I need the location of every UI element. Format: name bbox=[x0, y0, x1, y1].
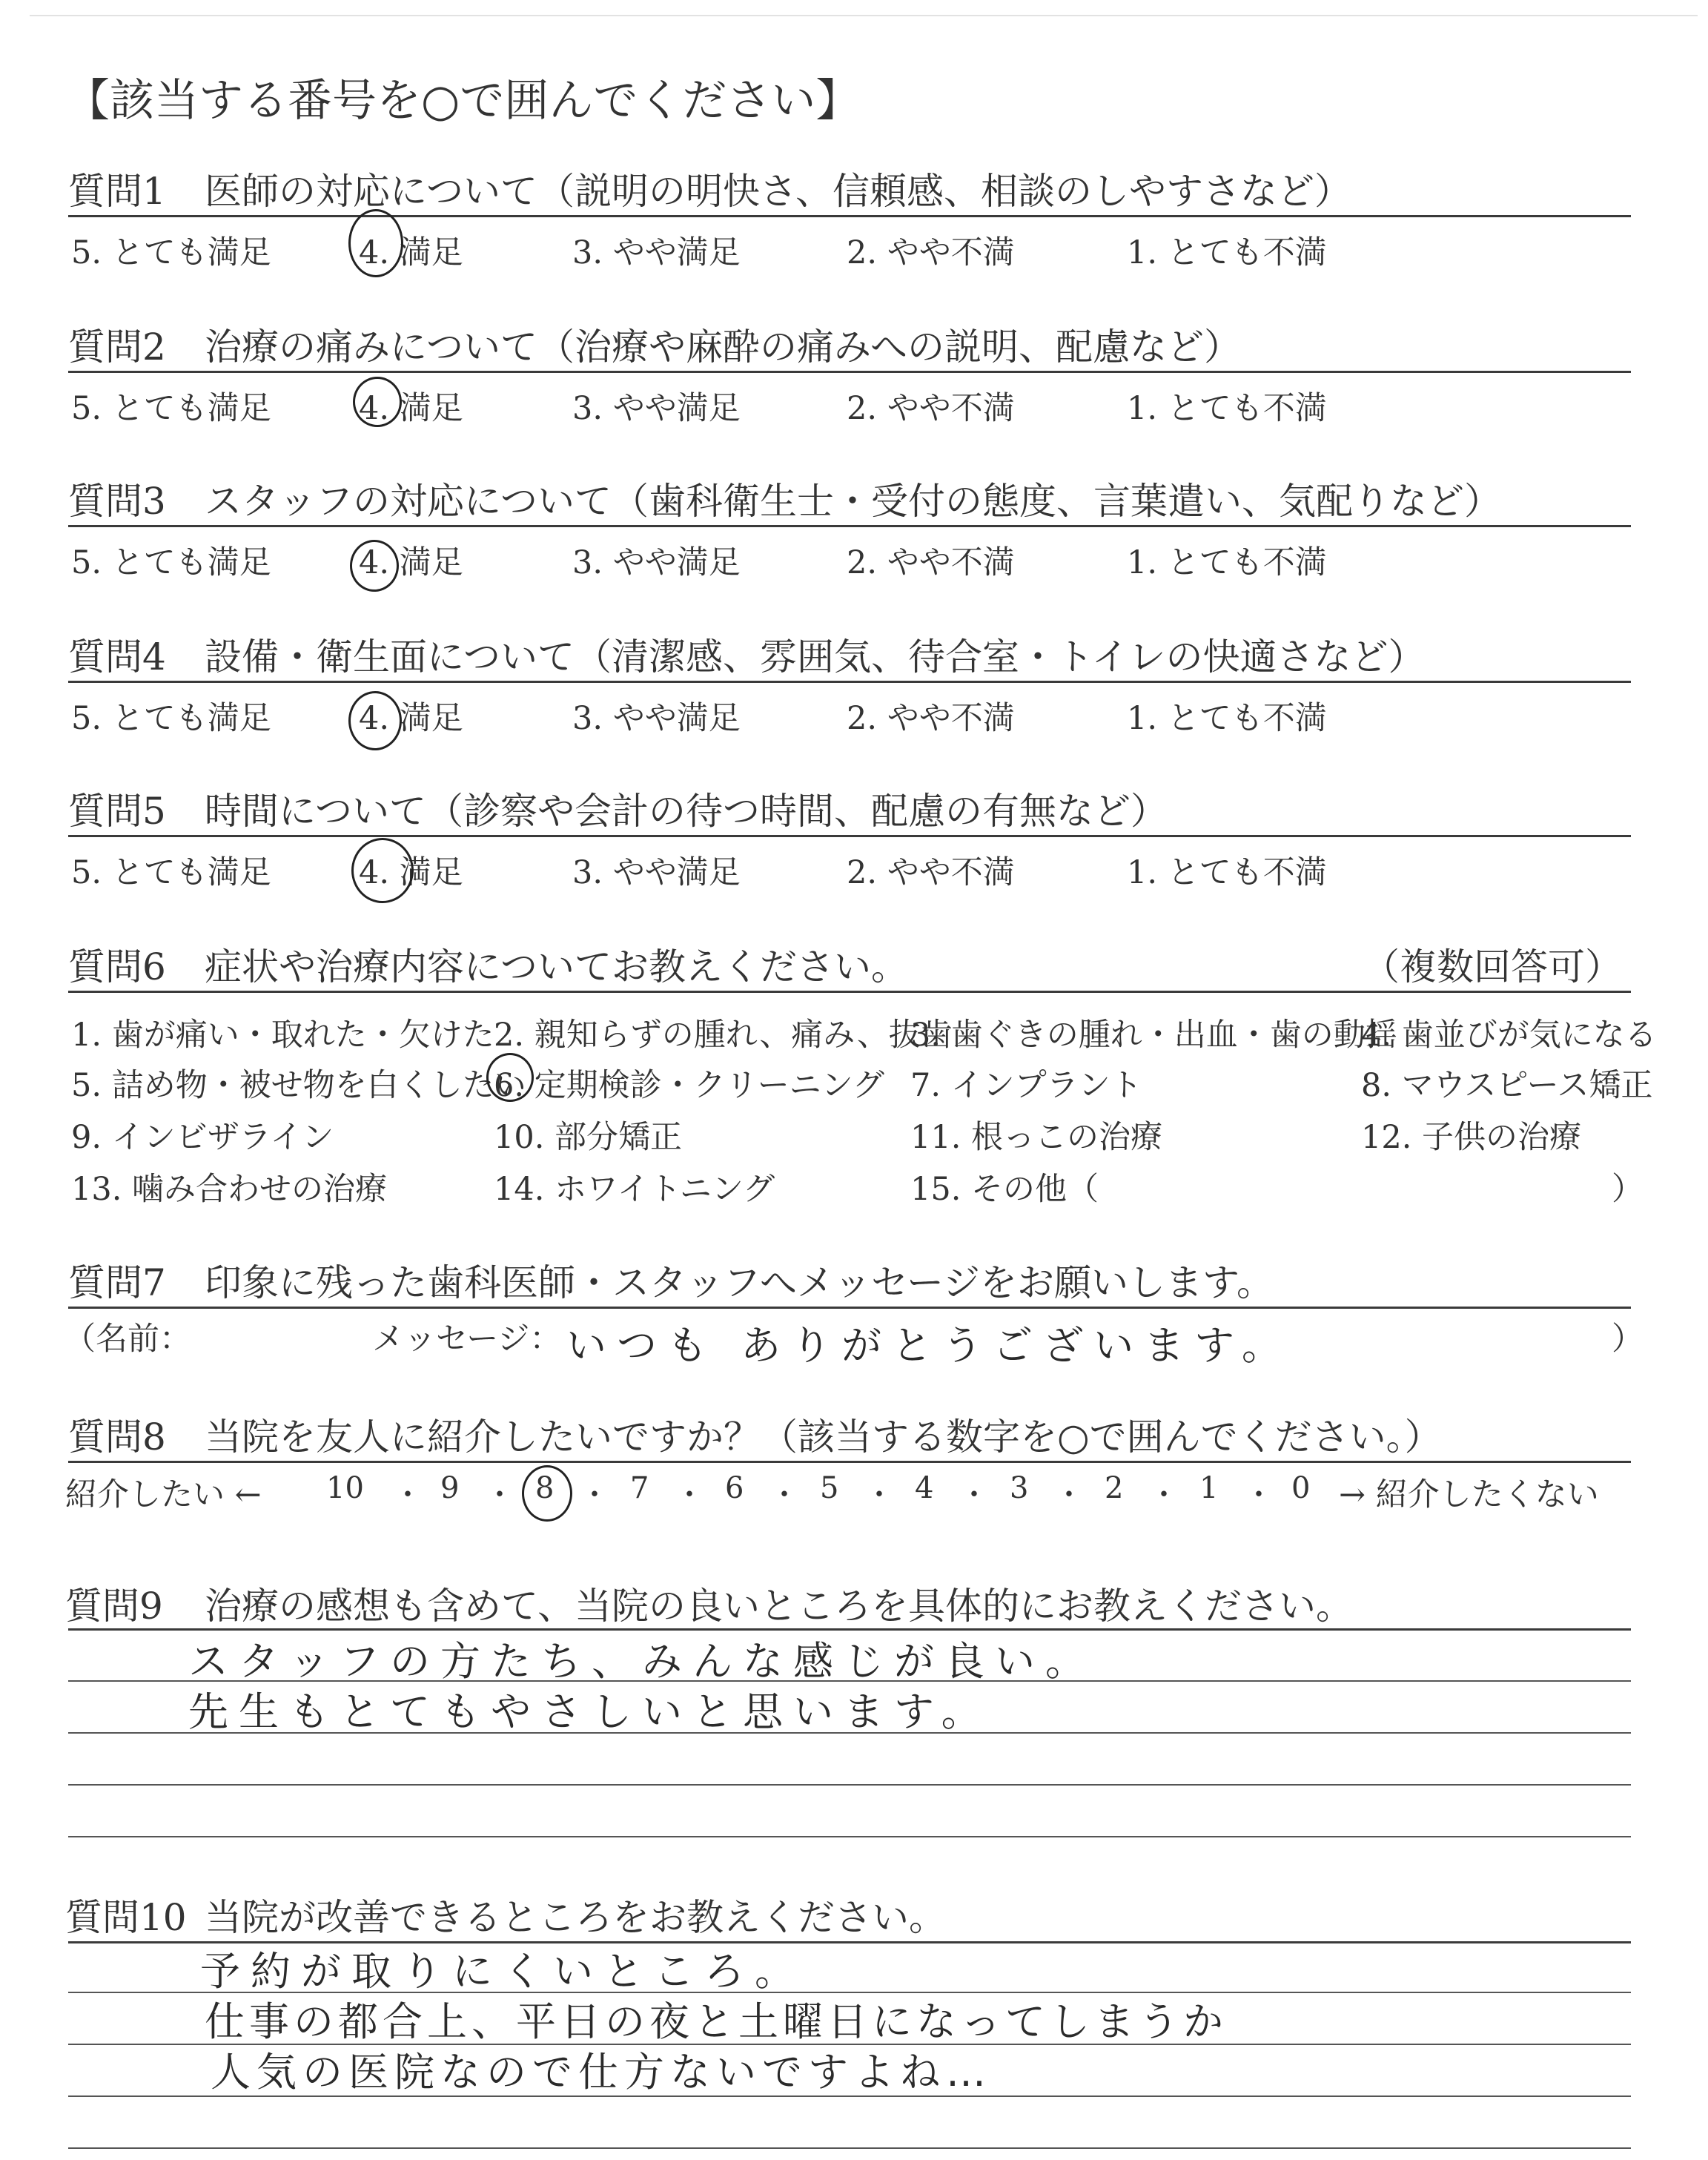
q1-option-2[interactable]: 2. やや不満 bbox=[847, 234, 1015, 271]
q7-message-label: メッセージ： bbox=[372, 1321, 562, 1358]
q4-rule bbox=[68, 681, 1631, 683]
q1-label: 質問1 bbox=[68, 170, 166, 213]
q5-text: 時間について（診察や会計の待つ時間、配慮の有無など） bbox=[205, 790, 1168, 833]
q10-answer-line-2[interactable]: 仕事の都合上、平日の夜と土曜日になってしまうか bbox=[205, 1998, 1228, 2045]
q8-scale-sep: ・ bbox=[1054, 1478, 1084, 1512]
q10-text: 当院が改善できるところをお教えください。 bbox=[205, 1896, 946, 1939]
q8-scale-sep: ・ bbox=[1244, 1478, 1274, 1512]
q4-option-4[interactable]: 4. 満足 bbox=[359, 700, 463, 737]
q4-label: 質問4 bbox=[68, 635, 166, 678]
q8-scale-9[interactable]: 9 bbox=[440, 1471, 460, 1505]
q3-label: 質問3 bbox=[68, 480, 166, 523]
q7-handwritten-message[interactable]: いつも ありがとうございます。 bbox=[566, 1322, 1292, 1369]
q5-option-3[interactable]: 3. やや満足 bbox=[572, 854, 741, 891]
q5-selection-circle bbox=[351, 838, 414, 903]
q4-option-2[interactable]: 2. やや不満 bbox=[847, 700, 1015, 737]
q3-option-4[interactable]: 4. 満足 bbox=[359, 544, 463, 581]
q7-text: 印象に残った歯科医師・スタッフへメッセージをお願いします。 bbox=[205, 1261, 1274, 1304]
q8-scale-5[interactable]: 5 bbox=[820, 1471, 839, 1505]
q9-answer-line bbox=[68, 1784, 1631, 1786]
q6-option-3[interactable]: 3. 歯ぐきの腫れ・出血・歯の動揺 bbox=[910, 1017, 1397, 1054]
q8-scale-3[interactable]: 3 bbox=[1010, 1471, 1029, 1505]
q2-option-5[interactable]: 5. とても満足 bbox=[71, 390, 271, 427]
q8-scale-sep: ・ bbox=[1149, 1478, 1179, 1512]
q6-rule bbox=[68, 991, 1631, 993]
q8-rule bbox=[68, 1461, 1631, 1463]
q6-option-7[interactable]: 7. インプラント bbox=[910, 1067, 1142, 1104]
q6-option-2[interactable]: 2. 親知らずの腫れ、痛み、抜歯 bbox=[494, 1017, 953, 1054]
q5-option-5[interactable]: 5. とても満足 bbox=[71, 854, 271, 891]
q8-scale-sep: ・ bbox=[864, 1478, 894, 1512]
q2-rule bbox=[68, 371, 1631, 373]
q1-text: 医師の対応について（説明の明快さ、信頼感、相談のしやすさなど） bbox=[205, 170, 1351, 213]
q8-scale-sep: ・ bbox=[675, 1478, 704, 1512]
q6-option-9[interactable]: 9. インビザライン bbox=[71, 1119, 334, 1156]
q6-option-10[interactable]: 10. 部分矯正 bbox=[494, 1119, 683, 1156]
q4-option-5[interactable]: 5. とても満足 bbox=[71, 700, 271, 737]
q8-scale-6[interactable]: 6 bbox=[725, 1471, 744, 1505]
q8-scale-2[interactable]: 2 bbox=[1105, 1471, 1124, 1505]
q6-label: 質問6 bbox=[68, 945, 166, 988]
q3-option-3[interactable]: 3. やや満足 bbox=[572, 544, 741, 581]
q1-option-3[interactable]: 3. やや満足 bbox=[572, 234, 741, 271]
q8-text: 当院を友人に紹介したいですか？（該当する数字を○で囲んでください。） bbox=[205, 1416, 1442, 1459]
q8-scale-sep: ・ bbox=[393, 1478, 423, 1512]
q9-answer-line-2[interactable]: 先生もとてもやさしいと思います。 bbox=[188, 1688, 992, 1735]
q8-scale-sep: ・ bbox=[485, 1478, 514, 1512]
q1-rule bbox=[68, 215, 1631, 217]
q8-right-label: → 紹介したくない bbox=[1339, 1476, 1599, 1513]
q8-scale-4[interactable]: 4 bbox=[915, 1471, 934, 1505]
q10-answer-line-1[interactable]: 予約が取りにくいところ。 bbox=[200, 1948, 805, 1995]
q8-label: 質問8 bbox=[68, 1416, 166, 1459]
q6-option-4[interactable]: 4. 歯並びが気になる bbox=[1361, 1017, 1657, 1054]
q2-option-1[interactable]: 1. とても不満 bbox=[1127, 390, 1327, 427]
q6-option-13[interactable]: 13. 噛み合わせの治療 bbox=[71, 1171, 388, 1208]
q9-text: 治療の感想も含めて、当院の良いところを具体的にお教えください。 bbox=[205, 1585, 1353, 1628]
q6-option-14[interactable]: 14. ホワイトニング bbox=[494, 1171, 775, 1208]
q6-other-close-paren: ） bbox=[1612, 1171, 1644, 1208]
q10-label: 質問10 bbox=[65, 1896, 187, 1939]
q5-label: 質問5 bbox=[68, 790, 166, 833]
q8-left-label: 紹介したい ← bbox=[65, 1476, 262, 1513]
q7-rule bbox=[68, 1307, 1631, 1309]
q2-option-2[interactable]: 2. やや不満 bbox=[847, 390, 1015, 427]
q5-rule bbox=[68, 835, 1631, 837]
q4-selection-circle bbox=[348, 691, 402, 750]
q5-option-4[interactable]: 4. 満足 bbox=[359, 854, 463, 891]
q8-selection-circle bbox=[522, 1465, 572, 1522]
q1-option-1[interactable]: 1. とても不満 bbox=[1127, 234, 1327, 271]
q8-scale-sep: ・ bbox=[580, 1478, 609, 1512]
q1-option-5[interactable]: 5. とても満足 bbox=[71, 234, 271, 271]
q2-text: 治療の痛みについて（治療や麻酔の痛みへの説明、配慮など） bbox=[205, 326, 1241, 369]
q5-option-2[interactable]: 2. やや不満 bbox=[847, 854, 1015, 891]
q5-option-1[interactable]: 1. とても不満 bbox=[1127, 854, 1327, 891]
q8-scale-7[interactable]: 7 bbox=[630, 1471, 649, 1505]
q8-scale-1[interactable]: 1 bbox=[1199, 1471, 1219, 1505]
q1-option-4[interactable]: 4. 満足 bbox=[359, 234, 463, 271]
q1-selection-circle bbox=[348, 209, 403, 277]
page-title: 【該当する番号を○で囲んでください】 bbox=[65, 75, 861, 127]
q3-rule bbox=[68, 525, 1631, 527]
q9-answer-line-1[interactable]: スタッフの方たち、みんな感じが良い。 bbox=[188, 1638, 1096, 1685]
q3-option-5[interactable]: 5. とても満足 bbox=[71, 544, 271, 581]
q10-answer-line bbox=[68, 2147, 1631, 2149]
q6-option-12[interactable]: 12. 子供の治療 bbox=[1361, 1119, 1582, 1156]
q7-name-label: （名前： bbox=[64, 1321, 191, 1358]
q6-text: 症状や治療内容についてお教えください。 bbox=[205, 945, 908, 988]
q2-selection-circle bbox=[353, 377, 402, 427]
q2-option-3[interactable]: 3. やや満足 bbox=[572, 390, 741, 427]
q4-option-1[interactable]: 1. とても不満 bbox=[1127, 700, 1327, 737]
q7-label: 質問7 bbox=[68, 1261, 166, 1304]
q3-option-1[interactable]: 1. とても不満 bbox=[1127, 544, 1327, 581]
q6-option-6[interactable]: 6. 定期検診・クリーニング bbox=[494, 1067, 884, 1104]
q8-scale-sep: ・ bbox=[959, 1478, 989, 1512]
q8-scale-8[interactable]: 8 bbox=[535, 1471, 555, 1505]
q8-scale-sep: ・ bbox=[769, 1478, 799, 1512]
q2-label: 質問2 bbox=[68, 326, 166, 369]
scan-edge bbox=[30, 15, 1698, 16]
q6-option-5[interactable]: 5. 詰め物・被せ物を白くしたい bbox=[71, 1067, 526, 1104]
q6-option-1[interactable]: 1. 歯が痛い・取れた・欠けた bbox=[71, 1017, 494, 1054]
q10-answer-line-3[interactable]: 人気の医院なので仕方ないですよね… bbox=[211, 2049, 992, 2095]
q9-label: 質問9 bbox=[65, 1585, 163, 1628]
q3-text: スタッフの対応について（歯科衛生士・受付の態度、言葉遣い、気配りなど） bbox=[205, 480, 1501, 523]
q6-option-11[interactable]: 11. 根っこの治療 bbox=[910, 1119, 1163, 1156]
q6-option-15[interactable]: 15. その他（ bbox=[910, 1171, 1099, 1208]
q9-answer-line bbox=[68, 1836, 1631, 1837]
q4-option-3[interactable]: 3. やや満足 bbox=[572, 700, 741, 737]
q8-scale-0[interactable]: 0 bbox=[1291, 1471, 1311, 1505]
q8-scale-10[interactable]: 10 bbox=[326, 1471, 364, 1505]
q2-option-4[interactable]: 4. 満足 bbox=[359, 390, 463, 427]
q3-selection-circle bbox=[350, 540, 399, 592]
q6-multiple-note: （複数回答可） bbox=[1363, 945, 1622, 988]
q7-close-paren: ） bbox=[1612, 1321, 1644, 1358]
q3-option-2[interactable]: 2. やや不満 bbox=[847, 544, 1015, 581]
q6-option-8[interactable]: 8. マウスピース矯正 bbox=[1361, 1067, 1653, 1104]
q4-text: 設備・衛生面について（清潔感、雰囲気、待合室・トイレの快適さなど） bbox=[205, 635, 1426, 678]
q6-selection-circle bbox=[486, 1053, 534, 1102]
